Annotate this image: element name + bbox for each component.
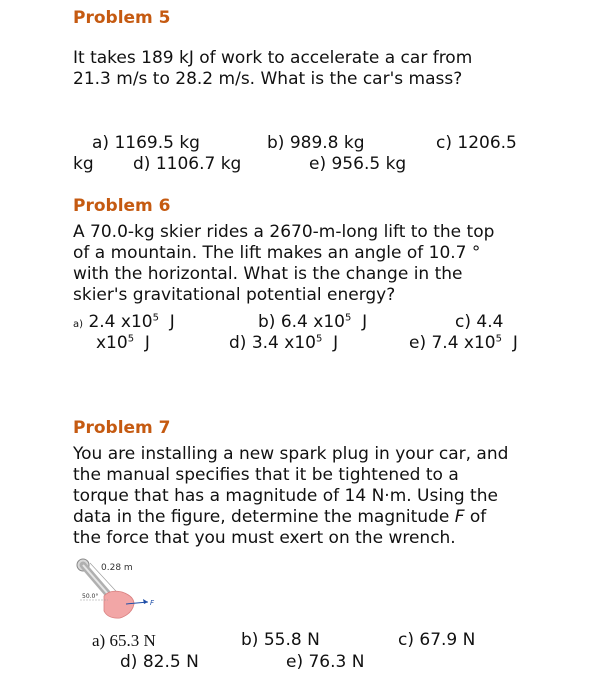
- problem-5-answer-e: e) 956.5 kg: [309, 154, 407, 174]
- force-label: F: [150, 599, 155, 607]
- length-label: 0.28 m: [101, 563, 133, 573]
- problem-6-answer-d: d) 3.4 $x10^5$ J: [229, 333, 339, 353]
- problem-6-answer-c: c) 4.4: [455, 312, 504, 332]
- problem-7-answer-a: a) 65.3 N: [92, 631, 156, 650]
- problem-7-answer-b: b) 55.8 N: [241, 630, 320, 650]
- wrench-figure: [74, 556, 170, 626]
- problem-7-question-line-5: the force that you must exert on the wrench.: [73, 528, 456, 548]
- force-arrow-head: [143, 599, 148, 604]
- problem-5-answer-c-unit: kg: [73, 154, 94, 174]
- problem-7-question-line-4: data in the figure, determine the magnitude F of: [73, 507, 487, 527]
- angle-label: 50.0°: [82, 593, 99, 600]
- problem-6-question-line-4: skier's gravitational potential energy?: [73, 285, 396, 305]
- problem-6-question-line-3: with the horizontal. What is the change in the: [73, 264, 463, 284]
- problem-5-answer-d: d) 1106.7 kg: [133, 154, 242, 174]
- problem-7-answer-c: c) 67.9 N: [398, 630, 476, 650]
- problem-7-answer-d: d) 82.5 N: [120, 652, 199, 672]
- problem-7-answer-e: e) 76.3 N: [286, 652, 365, 672]
- problem-7-question-line-3: torque that has a magnitude of 14 N·m. Using the: [73, 486, 498, 506]
- problem-6-answer-a: a) 2.4 $x10^5$ J: [73, 312, 175, 332]
- problem-5-title: Problem 5: [73, 8, 171, 28]
- problem-6-question-line-1: A 70.0-kg skier rides a 2670-m-long lift to the top: [73, 222, 495, 242]
- problem-5-answer-c: c) 1206.5: [436, 133, 517, 153]
- problem-6-answer-a-continued: $x10^5$ J: [96, 333, 150, 353]
- problem-7-title: Problem 7: [73, 418, 171, 438]
- problem-7-question-line-1: You are installing a new spark plug in your car, and: [73, 444, 509, 464]
- problem-5-answer-a: a) 1169.5 kg: [92, 133, 200, 153]
- problem-5-question-line-2: 21.3 m/s to 28.2 m/s. What is the car's mass?: [73, 69, 463, 89]
- problem-6-question-line-2: of a mountain. The lift makes an angle of 10.7 °: [73, 243, 481, 263]
- problem-6-title: Problem 6: [73, 196, 171, 216]
- problem-7-question-line-2: the manual specifies that it be tightened to a: [73, 465, 459, 485]
- problem-5-question-line-1: It takes 189 kJ of work to accelerate a car from: [73, 48, 473, 68]
- answer-a-letter: a): [73, 319, 84, 330]
- problem-6-answer-e: e) 7.4 $x10^5$ J: [409, 333, 518, 353]
- hand-icon: [104, 591, 134, 618]
- problem-5-answer-b: b) 989.8 kg: [267, 133, 365, 153]
- problem-6-answer-b: b) 6.4 $x10^5$ J: [258, 312, 368, 332]
